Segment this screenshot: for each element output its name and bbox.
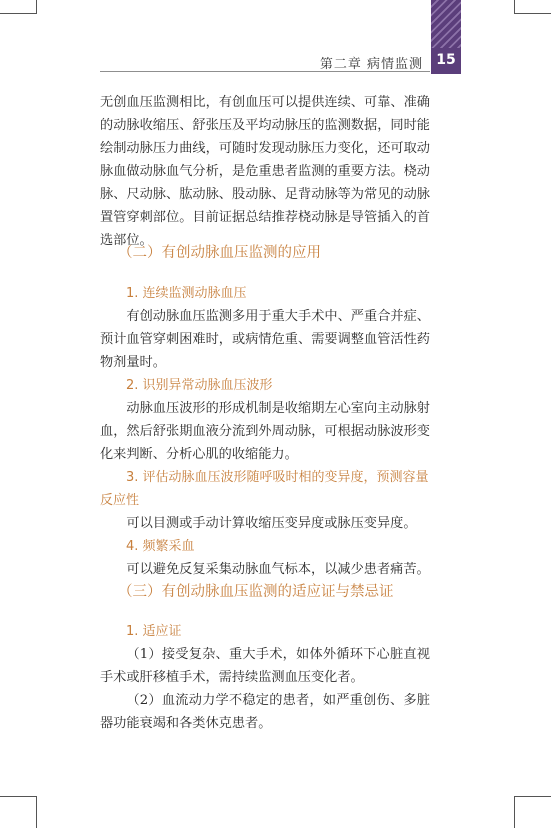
section-2-list [100,282,430,581]
list-item-text: 可以目测或手动计算收缩压变异度或脉压变异度。 [126,516,417,531]
page-number: 15 [436,52,456,68]
header-rule [100,71,430,72]
chapter-title: 第二章 病情监测 [319,57,423,72]
tab-stripe-pattern [431,0,461,48]
section-3-list [100,620,430,735]
section-3-heading: （三）有创动脉血压监测的适应证与禁忌证 [118,584,394,600]
list-item-text: 可以避免反复采集动脉血气标本，以减少患者痛苦。 [126,562,430,577]
list-item-heading: 4. 频繁采血 [126,539,195,554]
list-item-text: 有创动脉血压监测多用于重大手术中、严重合并症、预计血管穿刺困难时，或病情危重、需要调整血管活性药物剂量时。 [100,309,430,370]
list-item-heading: 1. 连续监测动脉血压 [126,286,247,301]
sub-heading: 1. 适应证 [126,624,182,639]
crop-mark [514,796,515,828]
crop-mark [36,796,37,828]
crop-mark [515,13,551,14]
section-2-heading: （二）有创动脉血压监测的应用 [118,245,321,261]
crop-mark [515,796,551,797]
crop-mark [0,13,36,14]
list-item-text: （1）接受复杂、重大手术，如体外循环下心脏直视手术或肝移植手术，需持续监测血压变化者。 [100,647,430,685]
list-item-text: （2）血流动力学不稳定的患者，如严重创伤、多脏器功能衰竭和各类休克患者。 [100,693,430,731]
chapter-tab [431,0,461,74]
intro-paragraph: 无创血压监测相比，有创血压可以提供连续、可靠、准确的动脉收缩压、舒张压及平均动脉压的监测数据，同时能绘制动脉压力曲线，可随时发现动脉压力变化，还可取动脉血做动脉血气分析，是危重患者监测的重要方法。桡动脉、尺动脉、肱动脉、股动脉、足背动脉等为常见的动脉置管穿刺部位。目前证据总结推荐桡动脉是导管插入的首选部位。 [100,95,430,248]
crop-mark [36,0,37,14]
list-item-heading: 3. 评估动脉血压波形随呼吸时相的变异度，预测容量反应性 [100,470,429,508]
crop-mark [514,0,515,14]
list-item-heading: 2. 识别异常动脉血压波形 [126,378,273,393]
list-item-text: 动脉血压波形的形成机制是收缩期左心室向主动脉射血，然后舒张期血液分流到外周动脉，可根据动脉波形变化来判断、分析心肌的收缩能力。 [100,401,430,462]
crop-mark [0,796,36,797]
